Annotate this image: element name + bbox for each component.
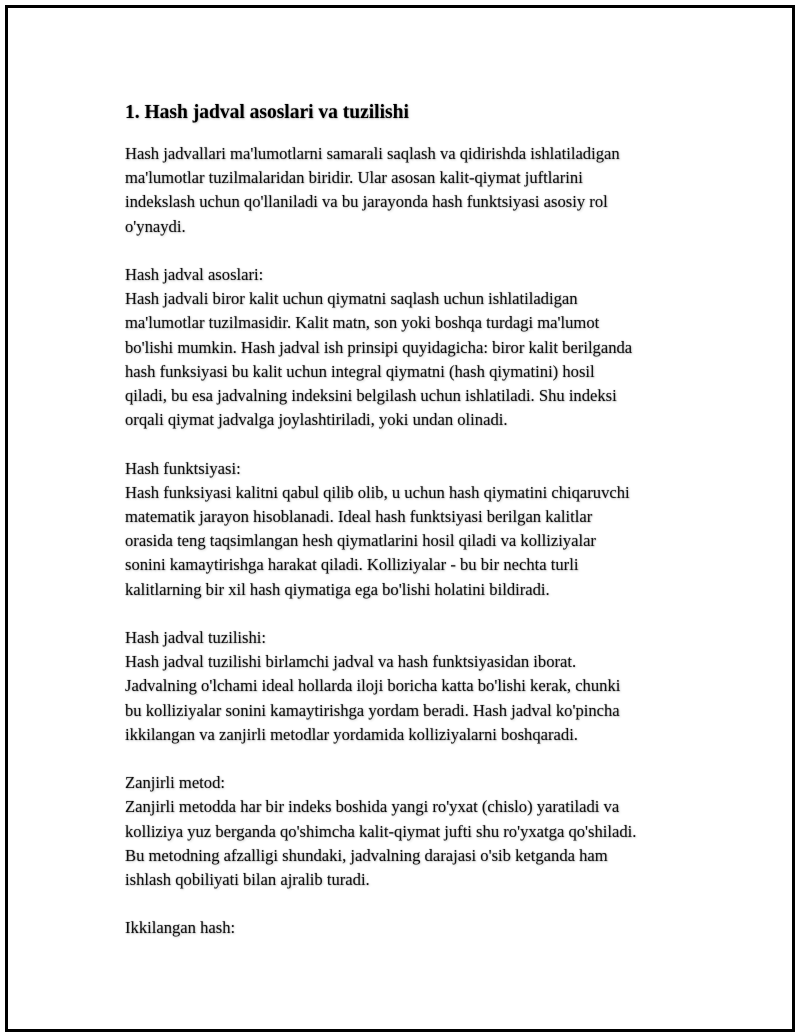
text-line: indekslash uchun qo'llaniladi va bu jarayonda hash funktsiyasi asosiy rol: [125, 192, 608, 212]
text-line: bu kolliziyalar sonini kamaytirishga yordam beradi. Hash jadval ko'pincha: [125, 700, 620, 720]
page-frame: [5, 5, 795, 1032]
text-line: Hash jadval tuzilishi:: [125, 628, 267, 648]
paragraph: [125, 626, 710, 747]
text-line: bo'lishi mumkin. Hash jadval ish prinsipi quyidagicha: biror kalit berilganda: [125, 337, 633, 357]
paragraph: [125, 142, 710, 239]
text-line: o'ynaydi.: [125, 216, 186, 236]
text-line: Zanjirli metod:: [125, 773, 226, 793]
section-heading: 1. Hash jadval asoslari va tuzilishi: [125, 102, 409, 123]
paragraph: [125, 457, 710, 602]
text-line: Hash jadval asoslari:: [125, 265, 264, 284]
text-line: ma'lumotlar tuzilmasidir. Kalit matn, son yoki boshqa turdagi ma'lumot: [125, 313, 600, 333]
text-line: ma'lumotlar tuzilmalaridan biridir. Ular asosan kalit-qiymat juftlarini: [125, 168, 583, 188]
paragraph: [125, 771, 710, 892]
text-line: Hash jadval tuzilishi birlamchi jadval va hash funktsiyasidan iborat.: [125, 652, 577, 672]
text-line: Jadvalning o'lchami ideal hollarda iloji boricha katta bo'lishi kerak, chunki: [125, 676, 621, 696]
text-line: Hash funksiyasi kalitni qabul qilib olib, u uchun hash qiymatini chiqaruvchi: [125, 482, 630, 502]
paragraph: [125, 263, 710, 432]
text-line: orqali qiymat jadvalga joylashtiriladi, yoki undan olinadi.: [125, 410, 508, 430]
text-line: Bu metodning afzalligi shundaki, jadvalning darajasi o'sib ketganda ham: [125, 845, 608, 865]
paragraph: [125, 916, 710, 940]
text-line: ishlash qobiliyati bilan ajralib turadi.: [125, 870, 370, 890]
document-body: [120, 100, 710, 965]
text-line: sonini kamaytirishga harakat qiladi. Kolliziyalar - bu bir nechta turli: [125, 555, 579, 575]
text-line: matematik jarayon hisoblanadi. Ideal hash funktsiyasi berilgan kalitlar: [125, 507, 593, 527]
paragraph-container: [120, 142, 710, 941]
text-line: Hash jadvali biror kalit uchun qiymatni saqlash uchun ishlatiladigan: [125, 289, 578, 309]
text-line: ikkilangan va zanjirli metodlar yordamida kolliziyalarni boshqaradi.: [125, 724, 578, 744]
text-line: hash funksiyasi bu kalit uchun integral qiymatni (hash qiymatini) hosil: [125, 361, 595, 381]
text-line: Hash jadvallari ma'lumotlarni samarali saqlash va qidirishda ishlatiladigan: [125, 144, 620, 163]
text-line: orasida teng taqsimlangan hesh qiymatlarini hosil qiladi va kolliziyalar: [125, 531, 596, 551]
text-line: kalitlarning bir xil hash qiymatiga ega bo'lishi holatini bildiradi.: [125, 579, 550, 599]
text-line: Zanjirli metodda har bir indeks boshida yangi ro'yxat (chislo) yaratiladi va: [125, 797, 620, 817]
text-line: Ikkilangan hash:: [125, 918, 236, 938]
text-line: Hash funktsiyasi:: [125, 458, 241, 478]
text-line: kolliziya yuz berganda qo'shimcha kalit-qiymat jufti shu ro'yxatga qo'shiladi.: [125, 821, 637, 841]
text-line: qiladi, bu esa jadvalning indeksini belgilash uchun ishlatiladi. Shu indeksi: [125, 386, 617, 406]
